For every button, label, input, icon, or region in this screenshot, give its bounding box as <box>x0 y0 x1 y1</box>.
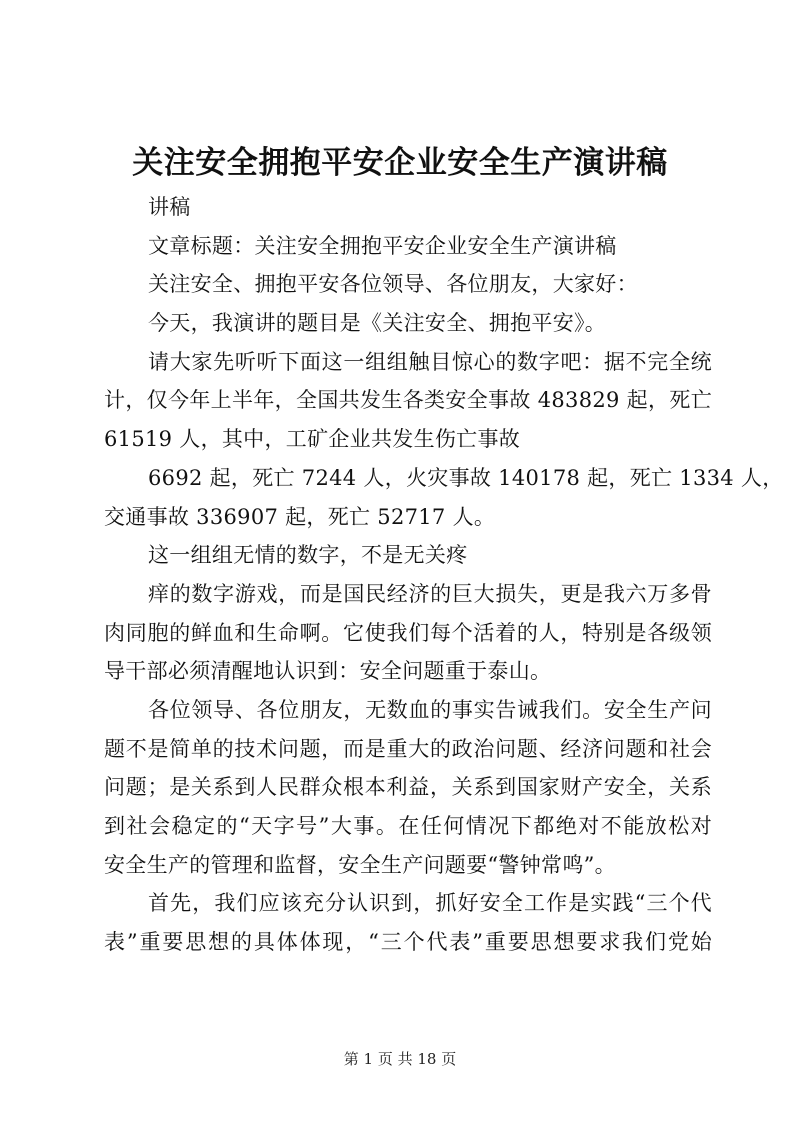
document-body <box>104 188 784 962</box>
paragraph-line: 题不是简单的技术问题，而是重大的政治问题、经济问题和社会 <box>104 736 712 761</box>
paragraph-line: 计，仅今年上半年，全国共发生各类安全事故 483829 起，死亡 <box>104 388 712 413</box>
paragraph-line: 安全生产的管理和监督，安全生产问题要“警钟常鸣”。 <box>104 852 616 877</box>
text-line-1: 讲稿 <box>148 195 191 219</box>
document-title: 关注安全拥抱平安企业安全生产演讲稿 <box>132 145 668 181</box>
paragraph-line: 交通事故 336907 起，死亡 52717 人。 <box>104 504 496 529</box>
paragraph-line: 痒的数字游戏，而是国民经济的巨大损失，更是我六万多骨 <box>148 581 712 606</box>
paragraph-line: 这一组组无情的数字，不是无关疼 <box>148 543 468 568</box>
article-title-line: 文章标题：关注安全拥抱平安企业安全生产演讲稿 <box>148 233 617 258</box>
paragraph-line: 各位领导、各位朋友，无数血的事实告诫我们。安全生产问 <box>148 697 712 722</box>
paragraph-line: 问题；是关系到人民群众根本利益，关系到国家财产安全，关系 <box>104 775 712 800</box>
paragraph-line: 6692 起，死亡 7244 人，火灾事故 140178 起，死亡 1334 人， <box>148 465 784 490</box>
paragraph-line: 请大家先听听下面这一组组触目惊心的数字吧：据不完全统 <box>148 349 712 374</box>
paragraph-line: 61519 人，其中，工矿企业共发生伤亡事故 <box>104 427 521 452</box>
paragraph-line: 表”重要思想的具体体现，“三个代表”重要思想要求我们党始 <box>104 930 712 955</box>
paragraph-line: 首先，我们应该充分认识到，抓好安全工作是实践“三个代 <box>148 891 712 916</box>
greeting-line: 关注安全、拥抱平安各位领导、各位朋友，大家好： <box>148 272 638 297</box>
paragraph-line: 肉同胞的鲜血和生命啊。它使我们每个活着的人，特别是各级领 <box>104 620 712 645</box>
page-footer: 第 1 页 共 18 页 <box>343 1050 457 1068</box>
speech-topic-line: 今天，我演讲的题目是《关注安全、拥抱平安》。 <box>148 311 607 336</box>
paragraph-line: 导干部必须清醒地认识到：安全问题重于泰山。 <box>104 659 552 684</box>
paragraph-line: 到社会稳定的“天字号”大事。在任何情况下都绝对不能放松对 <box>104 814 712 838</box>
